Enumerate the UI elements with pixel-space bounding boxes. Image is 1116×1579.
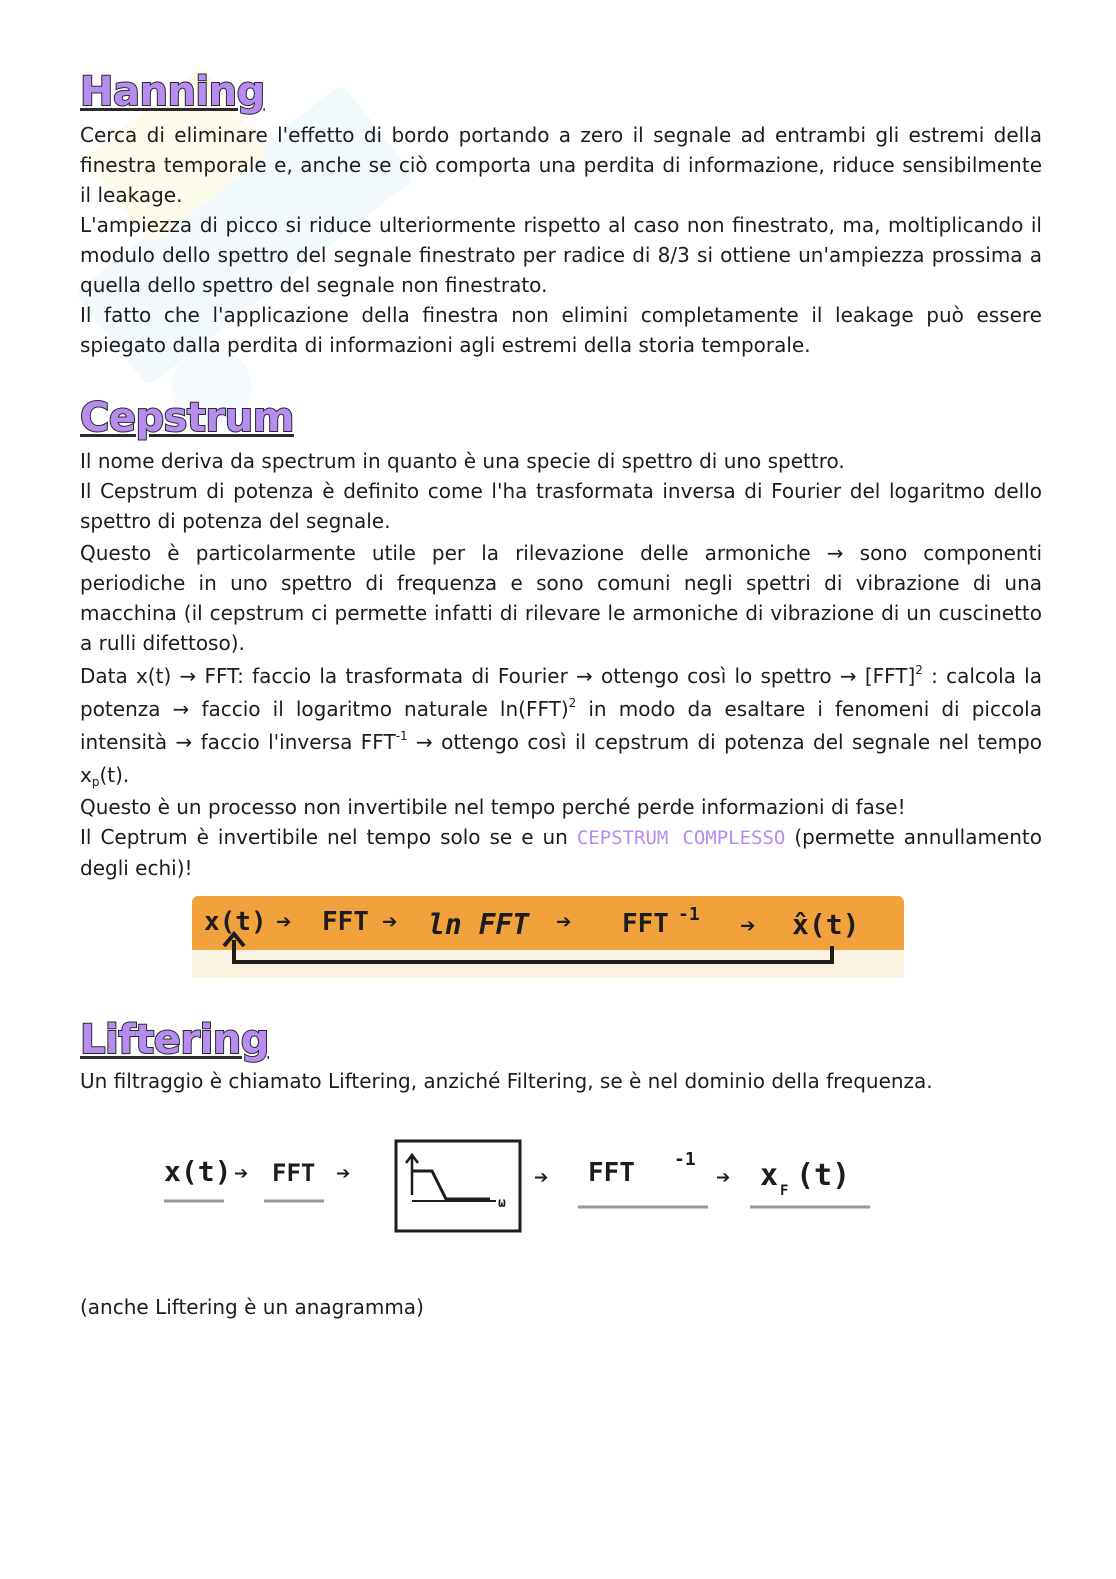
liftering-heading: Liftering — [80, 1017, 269, 1063]
omega-label: ω — [498, 1196, 506, 1211]
subscript: p — [91, 775, 100, 789]
arrow-icon: ➔ — [234, 1159, 249, 1187]
process-text: → ottengo così il cepstrum di potenza del segnale nel tempo x — [80, 730, 1042, 787]
arrow-icon: ➔ — [382, 907, 398, 937]
anagram-note: (anche Liftering è un anagramma) — [80, 1295, 424, 1319]
arrow-icon: ➔ — [534, 1163, 549, 1191]
cepstrum-complesso-highlight: CEPSTRUM COMPLESSO — [576, 827, 786, 849]
step-t: (t) — [796, 1158, 851, 1193]
process-text: Data x(t) → FFT: faccio la trasformata di Fourier → ottengo così lo spettro → [FFT] — [80, 664, 916, 688]
arrow-icon: ➔ — [556, 907, 572, 937]
superscript: 2 — [915, 663, 923, 677]
step-xt: x(t) — [204, 907, 267, 937]
step-xt: x(t) — [164, 1155, 232, 1188]
superscript: -1 — [395, 729, 408, 743]
cepstrum-process-paragraph — [80, 660, 1042, 792]
step-fft-inverse: FFT — [588, 1158, 635, 1188]
process-text: : calcola la potenza → faccio il logaritmo naturale ln(FFT) — [80, 664, 1042, 721]
cepstrum-diagram — [192, 890, 904, 980]
subscript-f: F — [780, 1183, 789, 1199]
lowpass-curve — [412, 1171, 490, 1199]
cepstrum-paragraph: Il nome deriva da spectrum in quanto è una specie di spettro di uno spettro. — [80, 449, 845, 473]
arrow-icon: ➔ — [336, 1159, 351, 1187]
hanning-heading: Hanning — [80, 69, 265, 115]
process-text: in modo da esaltare i fenomeni di piccola intensità → faccio l'inversa FFT — [80, 697, 1042, 754]
complex-text: Il Ceptrum è invertibile nel tempo solo se e un — [80, 825, 577, 849]
superscript: 2 — [568, 696, 577, 710]
arrow-icon: ➔ — [716, 1163, 731, 1191]
step-fft-inverse: FFT — [622, 909, 669, 939]
filter-box — [396, 1141, 520, 1231]
hanning-paragraph: Il fatto che l'applicazione della finestra non elimini completamente il leakage può essere spiegato dalla perdita di informazioni agli estremi della storia temporale. — [80, 303, 1042, 357]
inverse-exponent: -1 — [678, 904, 700, 925]
cepstrum-complex-paragraph — [80, 822, 1042, 883]
step-x-hat: x̂(t) — [792, 908, 860, 941]
liftering-paragraph: Un filtraggio è chiamato Liftering, anziché Filtering, se è nel dominio della frequenza. — [80, 1069, 933, 1093]
step-x: x — [760, 1158, 779, 1193]
hanning-paragraph: Cerca di eliminare l'effetto di bordo portando a zero il segnale ad entrambi gli estremi della finestra temporale e, anche se ciò comporta una perdita di informazione, riduce sensibilmente il leakage. — [80, 123, 1042, 207]
hanning-paragraph: L'ampiezza di picco si riduce ulteriormente rispetto al caso non finestrato, ma, moltiplicando il modulo dello spettro del segnale finestrato per radice di 8/3 si ottiene un'ampiezza prossima a quella dello spettro del segnale non finestrato. — [80, 213, 1042, 297]
step-ln-fft: ln FFT — [428, 908, 530, 941]
arrow-icon: ➔ — [276, 907, 292, 937]
process-text: (t). — [99, 763, 130, 787]
filter-y-axis — [406, 1155, 418, 1195]
cepstrum-paragraph: Il Cepstrum di potenza è definito come l'ha trasformata inversa di Fourier del logaritmo dello spettro di potenza del segnale. — [80, 479, 1042, 533]
cepstrum-heading: Cepstrum — [80, 395, 294, 441]
cepstrum-paragraph: Questo è particolarmente utile per la rilevazione delle armoniche → sono componenti periodiche in uno spettro di frequenza e sono comuni negli spettri di vibrazione di una macchina (il cepstrum ci permette infatti di rilevare le armoniche di vibrazione di un cuscinetto a rulli difettoso). — [80, 541, 1042, 655]
step-fft: FFT — [322, 907, 369, 937]
liftering-diagram — [160, 1135, 880, 1245]
cepstrum-paragraph: Questo è un processo non invertibile nel tempo perché perde informazioni di fase! — [80, 795, 906, 819]
step-fft: FFT — [272, 1159, 316, 1187]
arrow-icon: ➔ — [740, 911, 756, 941]
inverse-exponent: -1 — [674, 1149, 696, 1170]
complex-text: (permette annullamento degli echi)! — [80, 825, 1042, 880]
